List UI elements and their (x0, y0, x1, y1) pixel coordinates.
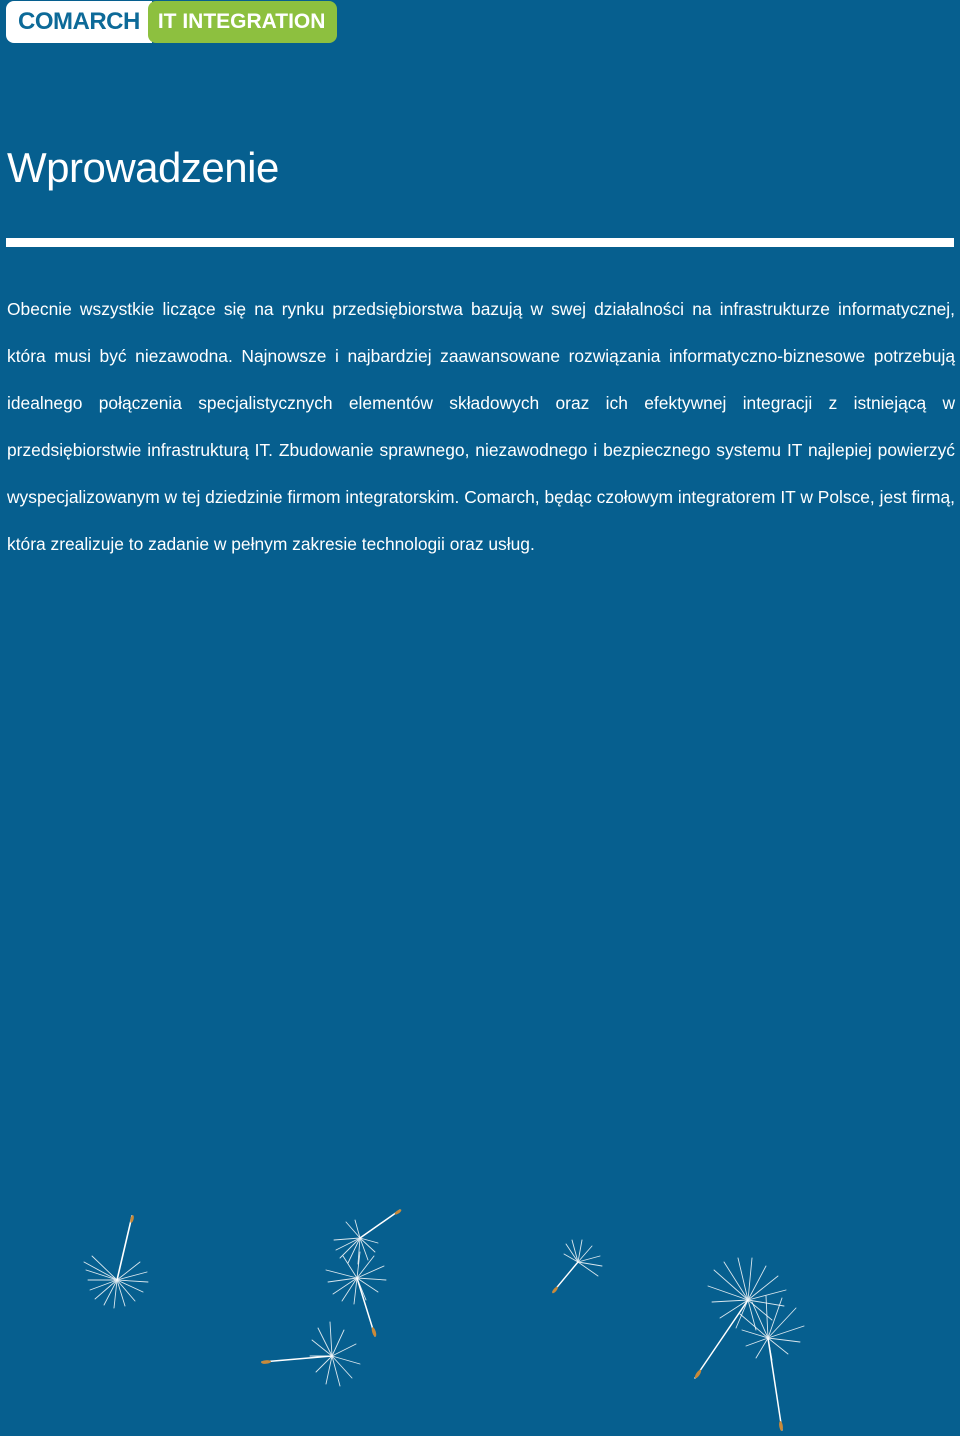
dandelion-seeds-illustration (0, 1190, 960, 1436)
title-divider (6, 238, 954, 247)
logo-product-text: IT INTEGRATION (148, 1, 338, 43)
comarch-logo (6, 1, 337, 43)
intro-paragraph: Obecnie wszystkie liczące się na rynku przedsiębiorstwa bazują w swej działalności na infrastrukturze informatycznej, która musi być niezawodna. Najnowsze i najbardziej zaawansowane rozwiązania informatyczno-biznesowe potrzebują idealnego połączenia specjalistycznych elementów składowych oraz ich efektywnej integracji z istniejącą w przedsiębiorstwie infrastrukturą IT. Zbudowanie sprawnego, niezawodnego i bezpiecznego systemu IT najlepiej powierzyć wyspecjalizowanym w tej dziedzinie firmom integratorskim. Comarch, będąc czołowym integratorem IT w Polsce, jest firmą, która zrealizuje to zadanie w pełnym zakresie technologii oraz usług. (7, 299, 955, 554)
page-title: Wprowadzenie (7, 144, 279, 191)
logo-brand-text: COMARCH (6, 1, 152, 43)
